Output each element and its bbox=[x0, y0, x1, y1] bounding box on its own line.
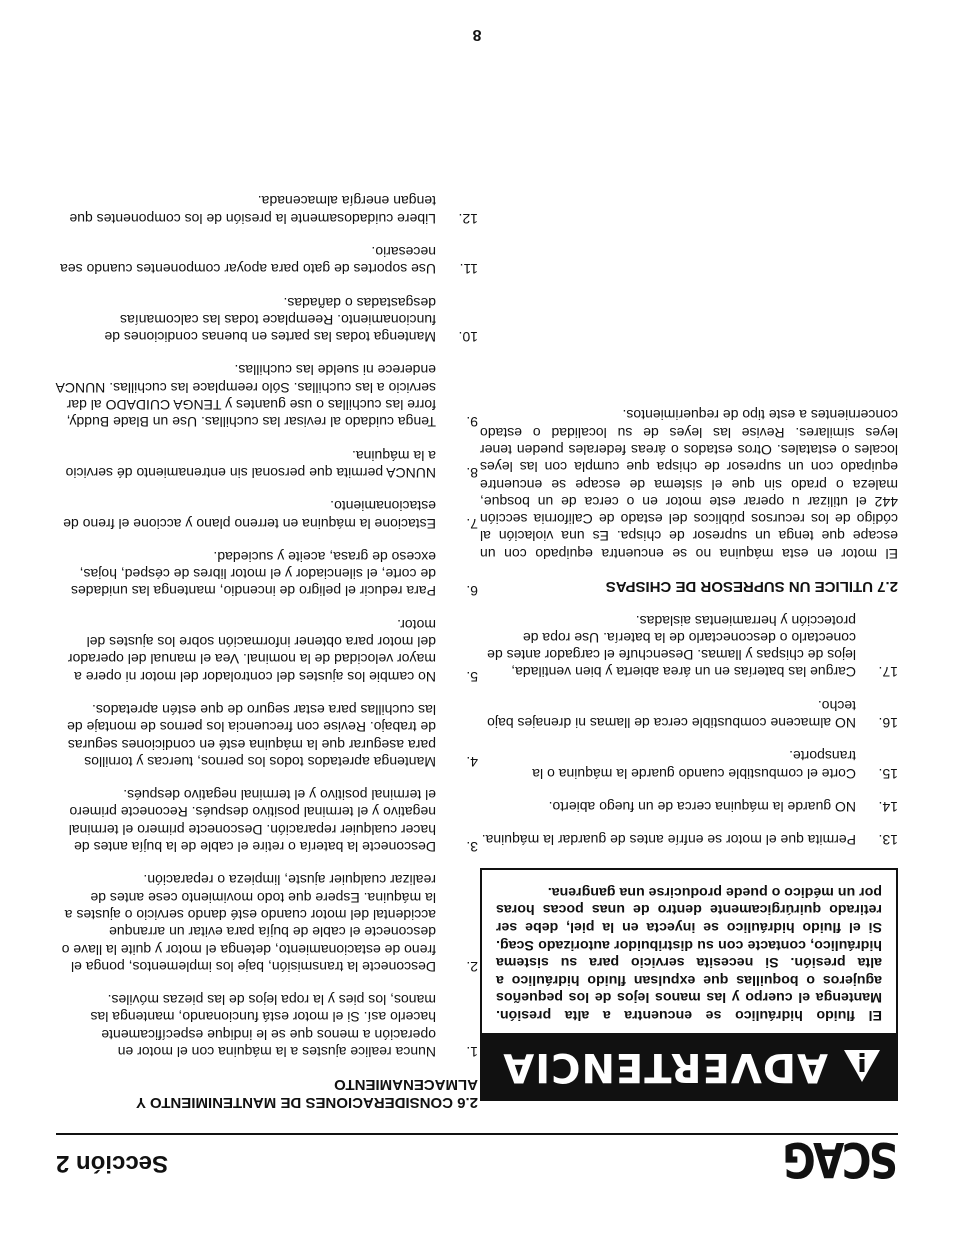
item-text: Permita que el motor se enfríe antes de guardar la máquina. bbox=[481, 832, 856, 849]
spark-arrester-paragraph: El motor en esta máquina no se encuentra equipado con un escape que tenga un supresor de chispa. Es una violación al código de los recursos públicos del estado de California sección 442 el utilizar u operar este motor en o cerca de un bosque, maleza o prado sin que el sistema de escape se encuentre equipado con un supresor de chispa que cumpla con las leyes locales o estatales. Otros estados o áreas federales pueden tener leyes similares. Revise las leyes de su localidad o estado concernientes a este tipo de requerimientos. bbox=[480, 407, 898, 562]
list-item bbox=[56, 991, 478, 1060]
warning-title: ADVERTENCIA bbox=[502, 1043, 828, 1090]
item-text: Cargue las baterías en un área abierta y bien ventilada, lejos de chispas y llamas. Desenchufe el cargador antes de conectarlo o desconectarlo de la batería. Use ropa de protección y herramientas aisladas. bbox=[487, 612, 856, 681]
warning-triangle-icon bbox=[842, 1048, 882, 1084]
item-number: 9. bbox=[466, 414, 478, 431]
page-number: 8 bbox=[472, 26, 482, 43]
item-text: Mantenga apretados todos los pernos, tuercas y tornillos para asegurar que la máquina esté en condiciones seguras de trabajo. Revise con frecuencia los pernos de montaje de las cuchillas para estar seguro de que estén apretados. bbox=[67, 701, 436, 770]
item-number: 10. bbox=[458, 329, 478, 346]
list-item bbox=[56, 446, 478, 481]
list-item bbox=[480, 798, 898, 815]
item-number: 12. bbox=[458, 210, 478, 227]
item-text: Corte el combustible cuando guarde la máquina o la transporte. bbox=[532, 748, 856, 782]
spark-arrester-heading: 2.7 UTILICE UN SUPRESOR DE CHISPAS bbox=[605, 578, 898, 596]
list-item bbox=[56, 615, 478, 684]
item-number: 6. bbox=[466, 583, 478, 600]
item-text: NO almacene combustible cerca de llamas ni drenajes bajo techo. bbox=[487, 697, 856, 732]
item-text: Desconecte la transmisión, baje los implementos, ponga el freno de estacionamiento, detenga el motor y quite la llave o desconecte el cable de bujía para evitar un arranque accidental del motor cuando esté dando servicio o ajustes a la máquina. Espere que todo movimiento cese antes de realizar cualquier ajuste, limpieza o reparación. bbox=[61, 872, 436, 975]
item-number: 14. bbox=[878, 798, 898, 815]
section-title: Sección 2 bbox=[56, 1150, 169, 1177]
item-number: 16. bbox=[878, 715, 898, 732]
page-header bbox=[56, 1131, 898, 1189]
item-text: Libere cuidadosamente la presión de los componentes que tengan energía almacenada. bbox=[69, 193, 436, 227]
left-column bbox=[480, 406, 898, 1111]
item-text: Estacione la máquina en terreno plano y accione el freno de estacionamiento. bbox=[63, 498, 436, 532]
list-item bbox=[56, 497, 478, 532]
storage-list-continued bbox=[480, 611, 898, 848]
item-text: Nunca realice ajustes a la máquina con el motor en operación a menos que se le indique específicamente hacerlo así. Si el motor está funcionando, mantenga las manos, los pies y la ropa lejos de las piezas móviles. bbox=[90, 992, 436, 1060]
item-text: NUNCA permita que personal sin entrenamiento dé servicio a la máquina. bbox=[65, 447, 436, 481]
list-item bbox=[56, 243, 478, 278]
warning-text: El fluido hidráulico se encuentra a alta presión. Mantenga el cuerpo y las manos lejos de los pequeños agujeros o boquillas que expulsan fluido hidráulico a alta presión. Si necesita servicio para su sistema hidráulico, contacte con su distribuidor autorizado Scag. Si el fluido hidráulico se inyecta en la piel, debe ser retirado quirúrgicamente dentro de unas pocas horas por un médico o puede producirse una gangrena. bbox=[496, 883, 882, 1023]
list-item bbox=[56, 293, 478, 345]
list-item bbox=[56, 701, 478, 770]
item-text: Tenga cuidado al revisar las cuchillas. Use un Blade Buddy, forre las cuchillas o use guantes y TENGA CUIDADO al dar servicio a las cuchillas. Sólo reemplace las cuchillas. NUNCA enderece ni suelde las cuchillas. bbox=[56, 362, 436, 431]
list-item bbox=[480, 747, 898, 782]
item-text: Use soportes de gato para apoyar componentes cuando sea necesario. bbox=[60, 244, 436, 278]
list-item bbox=[480, 611, 898, 680]
item-number: 3. bbox=[466, 839, 478, 856]
list-item bbox=[56, 548, 478, 600]
item-text: NO guarde la máquina cerca de un fuego abierto. bbox=[548, 798, 856, 815]
item-number: 2. bbox=[466, 958, 478, 975]
item-text: Mantenga todas las partes en buenas condiciones de funcionamiento. Reemplace todas las calcomanías desgastadas o dañadas. bbox=[104, 294, 436, 346]
item-text: Para reducir el peligro de incendio, mantenga las unidades de corte, el silenciador y el motor libres de césped, hojas, exceso de grasa, aceite y suciedad. bbox=[70, 548, 436, 600]
list-item bbox=[480, 696, 898, 731]
item-number: 7. bbox=[466, 515, 478, 532]
maintenance-list bbox=[56, 192, 478, 1060]
item-text: Desconecte la batería o retire el cable de la bujía antes de hacer cualquier reparación. Desconecte primero el terminal negativo y el terminal positivo después. Reconecte primero el terminal positivo y el terminal negativo después. bbox=[68, 787, 436, 856]
item-number: 13. bbox=[878, 832, 898, 849]
list-item bbox=[480, 831, 898, 848]
scag-logo: SCAG bbox=[785, 1131, 898, 1189]
list-item bbox=[56, 786, 478, 855]
item-number: 17. bbox=[878, 664, 898, 681]
warning-box bbox=[480, 868, 898, 1101]
item-text: No cambie los ajustes del controlador del motor ni opere a mayor velocidad de la nominal. Vea el manual del operador del motor para obtener información sobre los ajustes del motor. bbox=[67, 616, 436, 685]
list-item bbox=[56, 192, 478, 227]
item-number: 11. bbox=[459, 261, 478, 278]
item-number: 8. bbox=[466, 464, 478, 481]
item-number: 4. bbox=[466, 753, 478, 770]
item-number: 1. bbox=[466, 1044, 478, 1060]
list-item bbox=[56, 361, 478, 430]
maintenance-heading: 2.6 CONSIDERACIONES DE MANTENIMIENTO Y ALMACENAMIENTO bbox=[136, 1076, 478, 1111]
list-item bbox=[56, 871, 478, 975]
item-number: 5. bbox=[466, 668, 478, 685]
warning-header bbox=[482, 1033, 896, 1099]
item-number: 15. bbox=[878, 765, 898, 782]
right-column bbox=[56, 176, 478, 1111]
